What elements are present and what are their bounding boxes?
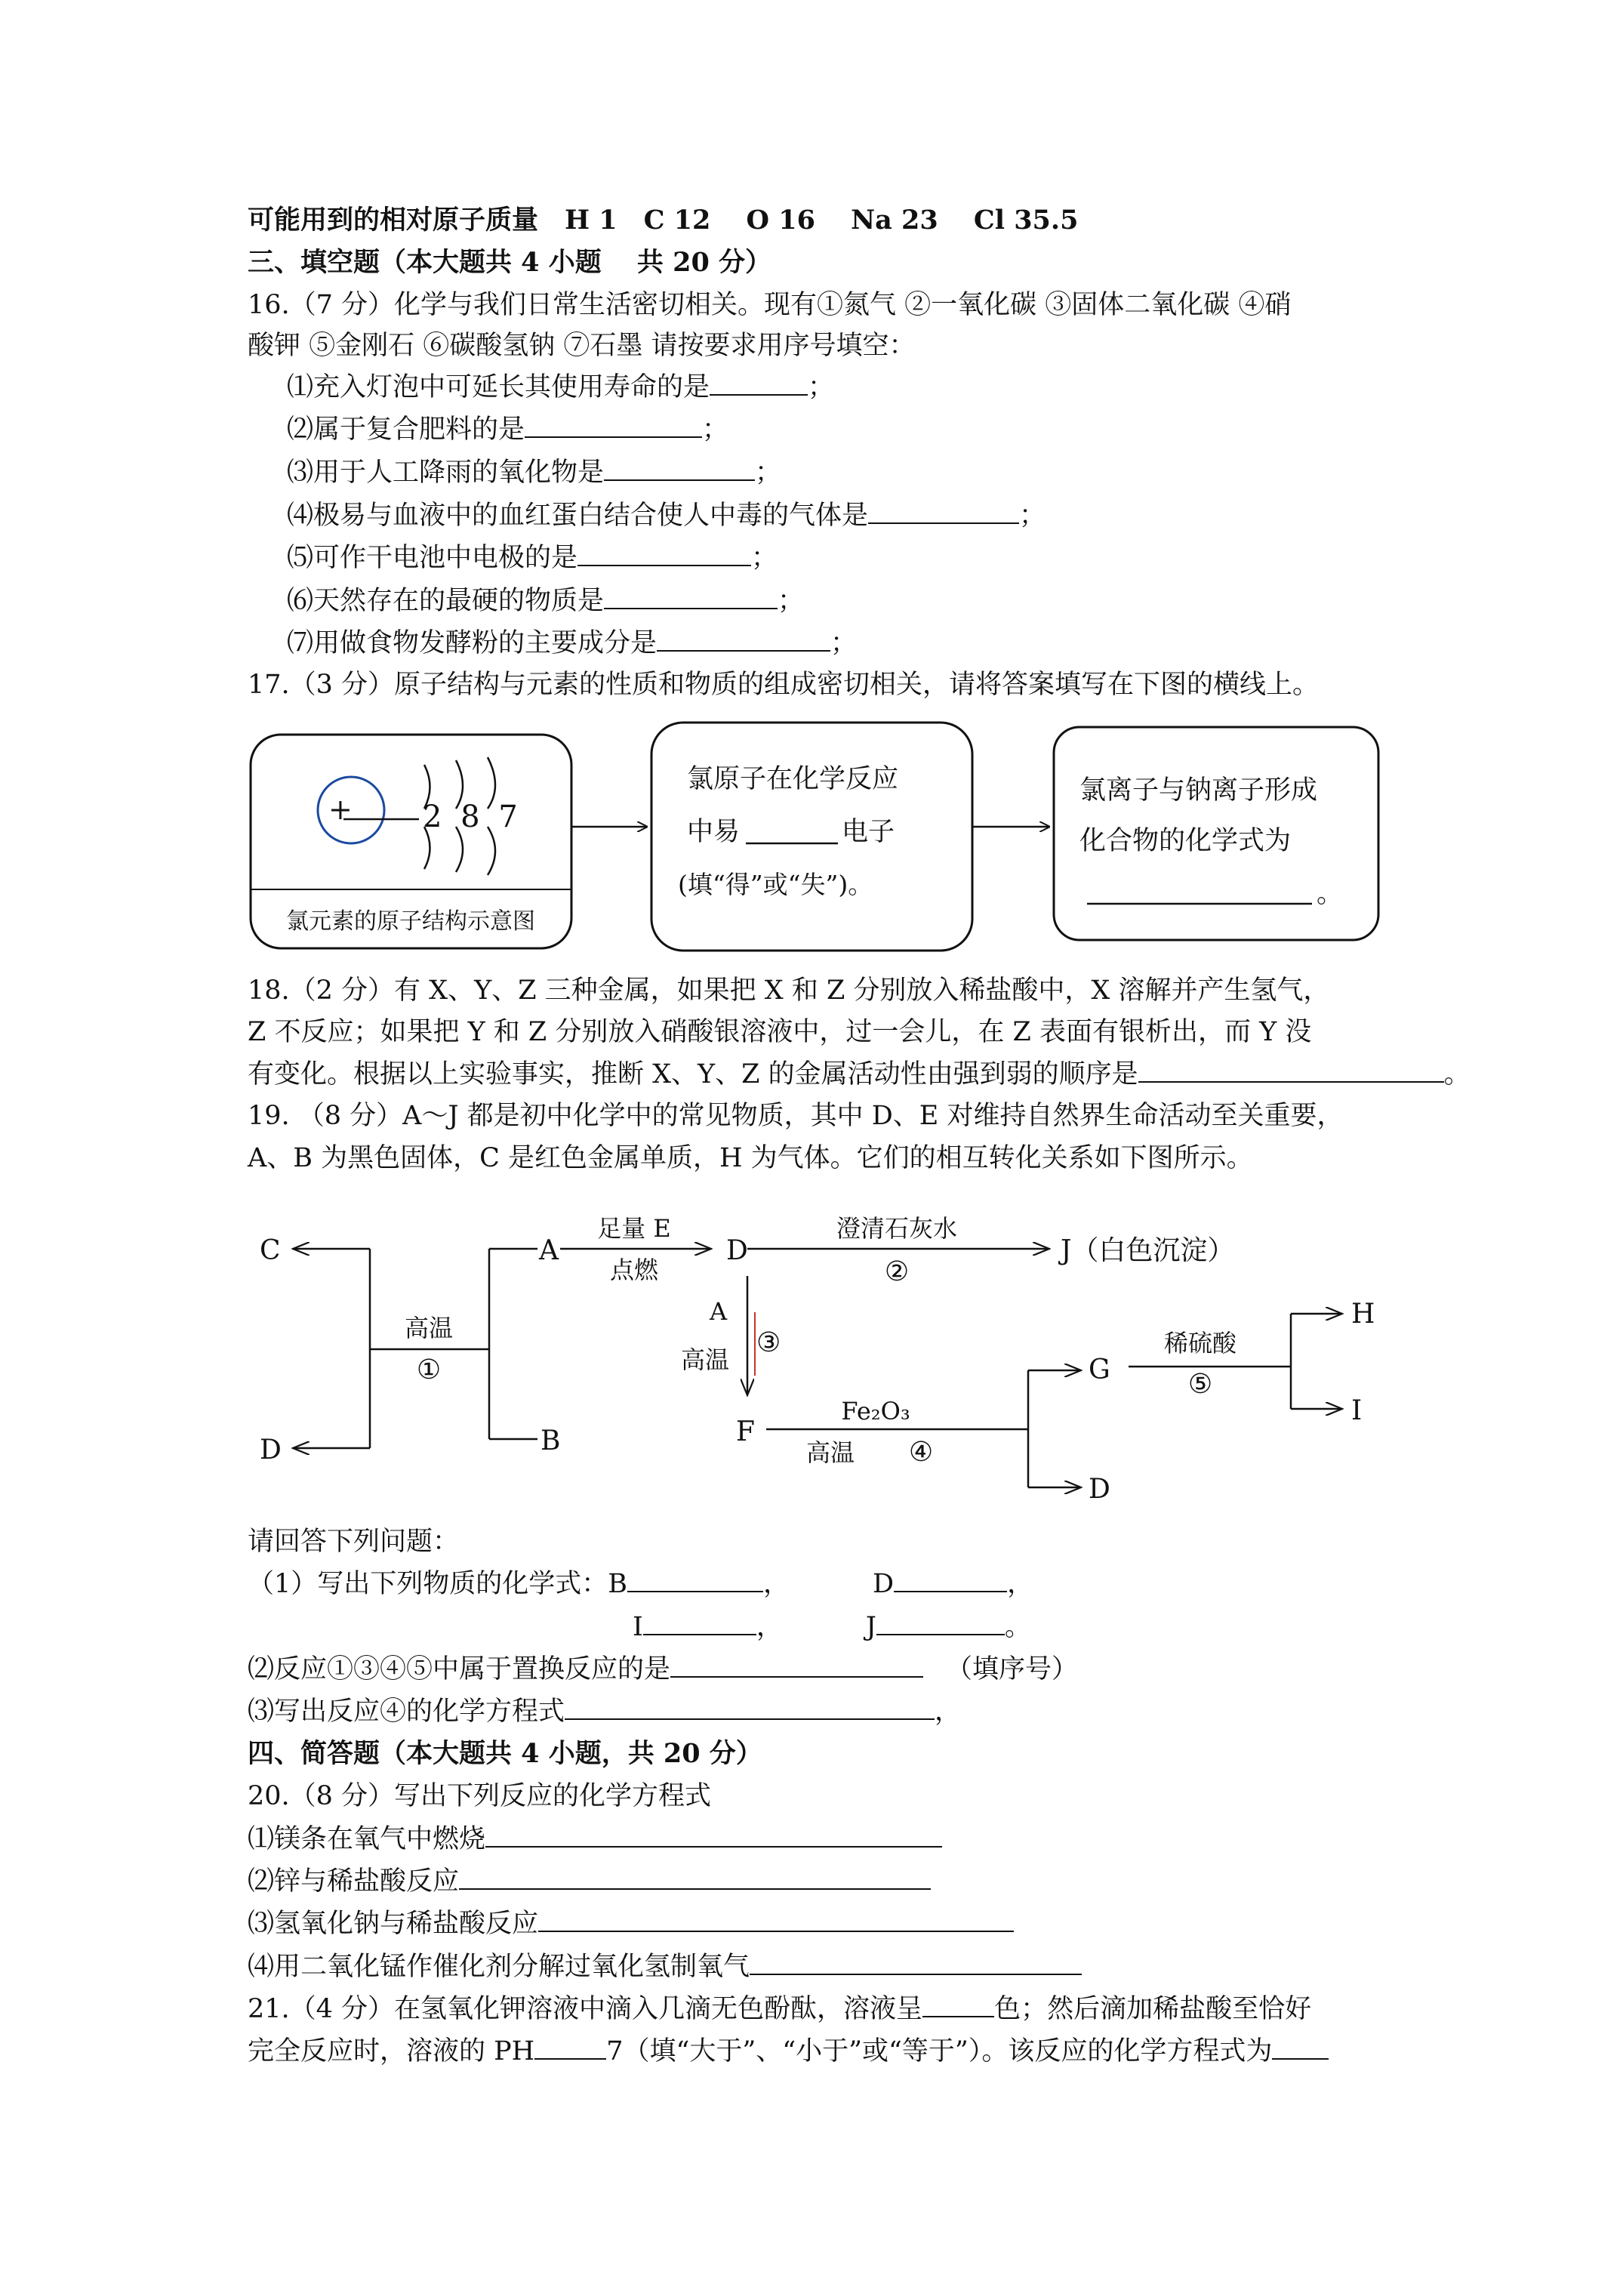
svg-text:②: ② (884, 1256, 910, 1287)
q19-part3: ⑶写出反应④的化学方程式 ， (248, 1694, 961, 1728)
q20-stem: 20.（8 分）写出下列反应的化学方程式 (248, 1781, 712, 1811)
q19-part2: ⑵反应①③④⑤中属于置换反应的是 （填序号） (248, 1652, 1078, 1686)
svg-text:稀硫酸: 稀硫酸 (1163, 1329, 1237, 1358)
answer-blank[interactable] (604, 455, 755, 481)
node-A: A (539, 1235, 559, 1266)
answer-blank[interactable] (459, 1864, 931, 1890)
svg-text:化合物的化学式为: 化合物的化学式为 (1079, 826, 1292, 856)
q19-line2: A、B 为黑色固体，C 是红色金属单质，H 为气体。它们的相互转化关系如下图所示。 (248, 1143, 1253, 1173)
atom-diagram-caption: 氯元素的原子结构示意图 (286, 908, 535, 935)
electron-shells: 2 8 7 (423, 800, 522, 834)
svg-text:A: A (710, 1297, 728, 1326)
answer-blank[interactable] (604, 584, 778, 609)
node-I: I (1351, 1395, 1363, 1426)
q16-item-1: ⑴充入灯泡中可延长其使用寿命的是 ； (287, 370, 834, 404)
answer-blank[interactable] (876, 1610, 1005, 1635)
node-H: H (1351, 1299, 1375, 1330)
q18-line3: 有变化。根据以上实验事实，推断 X、Y、Z 的金属活动性由强到弱的顺序是 。 (248, 1057, 1471, 1091)
q20-item-4: ⑷用二氧化锰作催化剂分解过氧化氢制氧气 (248, 1949, 1082, 1983)
q16-item-3: ⑶用于人工降雨的氧化物是 ； (287, 455, 781, 489)
q16-item-2: ⑵属于复合肥料的是 ； (287, 412, 728, 446)
q19-line1: 19. （8 分）A～J 都是初中化学中的常见物质，其中 D、E 对维持自然界生命活动至关重要， (248, 1101, 1344, 1131)
svg-text:④: ④ (908, 1437, 934, 1468)
q19-ask: 请回答下列问题： (248, 1527, 460, 1557)
svg-text:⑤: ⑤ (1187, 1369, 1213, 1400)
atomic-mass-line: 可能用到的相对原子质量 H 1 C 12 O 16 Na 23 Cl 35.5 (248, 205, 1079, 236)
q16-stem-line1: 16.（7 分）化学与我们日常生活密切相关。现有①氮气 ②一氧化碳 ③固体二氧化碳 ④硝 (248, 290, 1292, 320)
q18-line1: 18.（2 分）有 X、Y、Z 三种金属，如果把 X 和 Z 分别放入稀盐酸中，X 溶解并产生氢气， (248, 975, 1330, 1006)
node-D: D (260, 1435, 282, 1465)
answer-blank[interactable] (485, 1822, 942, 1848)
q21-line1: 21.（4 分）在氢氧化钾溶液中滴入几滴无色酚酞，溶液呈 色；然后滴加稀盐酸至恰好 (248, 1992, 1311, 2026)
svg-text:高温: 高温 (805, 1438, 855, 1467)
section-3-heading: 三、填空题（本大题共 4 小题 共 20 分） (248, 247, 771, 278)
answer-blank[interactable] (1138, 1057, 1444, 1083)
answer-blank[interactable] (525, 412, 702, 438)
svg-text:③: ③ (756, 1327, 781, 1358)
section-4-heading: 四、简答题（本大题共 4 小题，共 20 分） (248, 1738, 762, 1769)
node-F: F (736, 1416, 755, 1447)
svg-text:(填“得”或“失”)。: (填“得”或“失”)。 (678, 870, 873, 899)
q16-item-5: ⑸可作干电池中电极的是 ； (287, 541, 778, 575)
answer-blank[interactable] (1272, 2034, 1329, 2060)
node-D-bottom: D (1089, 1474, 1110, 1505)
q19-flow-diagram (249, 1200, 1427, 1518)
q17-diagram (242, 713, 1404, 963)
q19-part1-line1: （1）写出下列物质的化学式：B ， D ， (248, 1567, 1033, 1601)
q20-item-2: ⑵锌与稀盐酸反应 (248, 1864, 931, 1898)
answer-blank[interactable] (657, 626, 830, 652)
answer-blank[interactable] (868, 498, 1019, 524)
node-J: J（白色沉淀） (1061, 1235, 1235, 1266)
answer-blank[interactable] (534, 2034, 606, 2060)
q16-item-7: ⑺用做食物发酵粉的主要成分是 ； (287, 626, 857, 660)
q21-line2: 完全反应时，溶液的 PH 7（填“大于”、“小于”或“等于”）。该反应的化学方程式为 (248, 2034, 1329, 2068)
node-D-top: D (726, 1235, 748, 1266)
q20-item-1: ⑴镁条在氧气中燃烧 (248, 1822, 942, 1856)
node-C: C (260, 1235, 281, 1266)
svg-text:①: ① (416, 1354, 442, 1385)
q16-item-4: ⑷极易与血液中的血红蛋白结合使人中毒的气体是 ； (287, 498, 1046, 532)
svg-text:中易: 中易 (687, 817, 741, 847)
answer-blank[interactable] (894, 1567, 1007, 1592)
answer-blank[interactable] (670, 1652, 923, 1678)
answer-blank[interactable] (643, 1610, 756, 1635)
node-B: B (540, 1425, 561, 1456)
svg-text:高温: 高温 (404, 1314, 454, 1342)
answer-blank[interactable] (922, 1992, 994, 2017)
q20-item-3: ⑶氢氧化钠与稀盐酸反应 (248, 1906, 1014, 1940)
svg-text:电子: 电子 (842, 817, 895, 847)
answer-blank[interactable] (710, 370, 808, 396)
nucleus-plus: + (328, 793, 353, 826)
q18-line2: Z 不反应；如果把 Y 和 Z 分别放入硝酸银溶液中，过一会儿，在 Z 表面有银析出，而 Y 没 (248, 1017, 1312, 1047)
node-G: G (1089, 1354, 1110, 1385)
svg-text:Fe₂O₃: Fe₂O₃ (841, 1397, 910, 1425)
answer-blank[interactable] (565, 1694, 935, 1720)
svg-text:足量 E: 足量 E (597, 1214, 671, 1243)
q16-item-6: ⑹天然存在的最硬的物质是 ； (287, 584, 804, 618)
svg-text:氯原子在化学反应: 氯原子在化学反应 (687, 764, 899, 794)
svg-text:氯离子与钠离子形成: 氯离子与钠离子形成 (1079, 775, 1318, 806)
answer-blank[interactable] (577, 541, 751, 566)
q16-stem-line2: 酸钾 ⑤金刚石 ⑥碳酸氢钠 ⑦石墨 请按要求用序号填空： (248, 331, 916, 361)
answer-blank[interactable] (538, 1906, 1014, 1932)
svg-text:。: 。 (1317, 879, 1344, 909)
answer-blank[interactable] (750, 1949, 1082, 1975)
answer-blank[interactable] (627, 1567, 763, 1592)
svg-text:点燃: 点燃 (609, 1256, 659, 1284)
q19-part1-line2: I ， J 。 (633, 1610, 1031, 1644)
svg-text:澄清石灰水: 澄清石灰水 (836, 1214, 958, 1243)
svg-text:高温: 高温 (681, 1345, 730, 1374)
q17-stem: 17.（3 分）原子结构与元素的性质和物质的组成密切相关，请将答案填写在下图的横线上。 (248, 670, 1320, 700)
